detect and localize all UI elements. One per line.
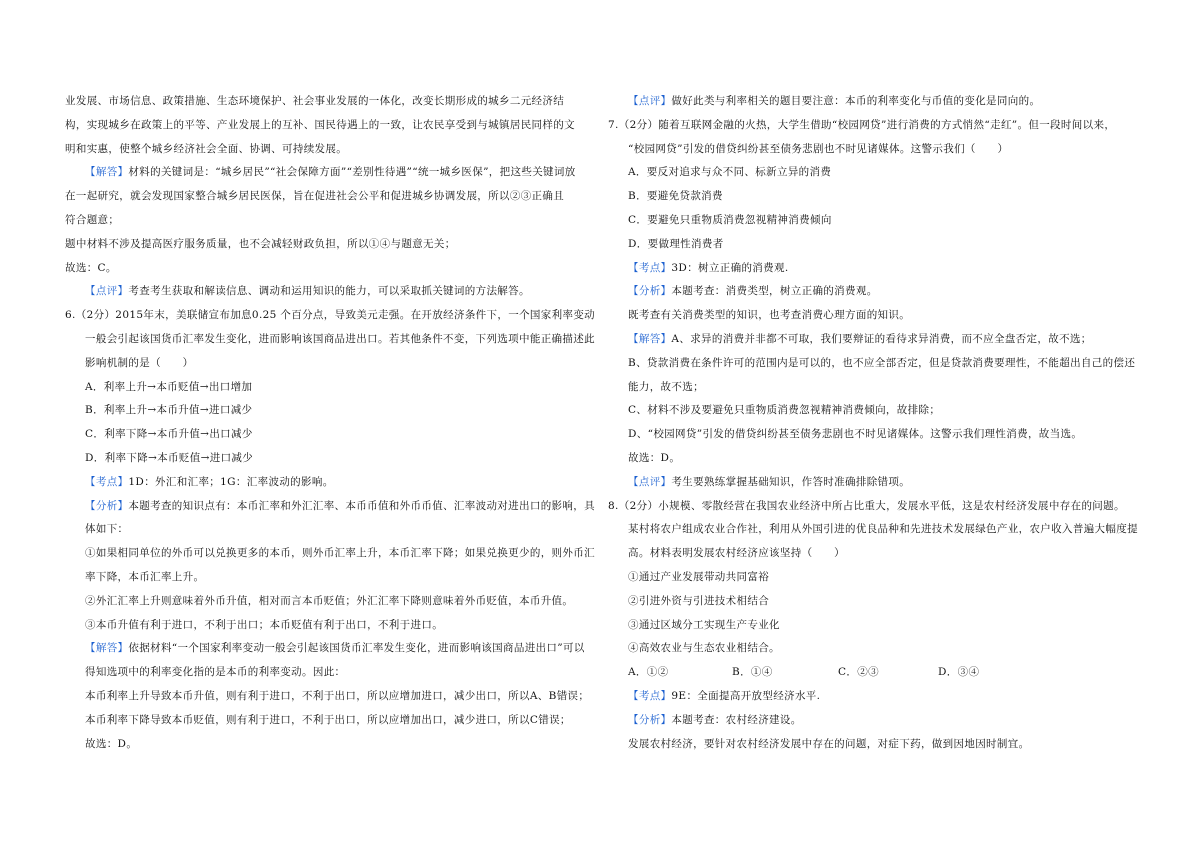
comment-text: 考生要熟练掌握基础知识，作答时准确排除错项。	[671, 475, 911, 488]
statement-4: ④高效农业与生态农业相结合。	[628, 642, 780, 655]
text-line: B、贷款消费在条件许可的范围内是可以的，也不应全部否定，但是贷款消费要理性，不能超出自己的偿还	[628, 356, 1136, 369]
text-line: 率下降，本币汇率上升。	[85, 570, 205, 583]
text-line: 构，实现城乡在政策上的平等、产业发展上的互补、国民待遇上的一致，让农民享受到与城镇居民同样的文	[65, 118, 575, 131]
text-line: D、“校园网贷”引发的借贷纠纷甚至债务悲剧也不时见诸媒体。这警示我们理性消费，故当选。	[628, 428, 1083, 441]
option-b: B．要避免贷款消费	[628, 190, 723, 203]
analysis-line	[608, 709, 1138, 733]
comment-tag: 【点评】	[628, 95, 672, 107]
text-line: 得知选项中的利率变化指的是本币的利率变动。因此：	[85, 666, 346, 679]
answer-text: A、求异的消费并非都不可取，我们要辩证的看待求异消费，而不应全盘否定，故不选；	[671, 332, 1092, 345]
text-line: 体如下：	[85, 523, 129, 536]
statement-3: ③通过区域分工实现生产专业化	[628, 618, 780, 631]
answer-line	[608, 328, 1138, 352]
q8-option-a: A．①②	[628, 666, 669, 679]
analysis-text: 本题考查的知识点有：本币汇率和外汇汇率、本币币值和外币币值、汇率波动对进出口的影响，具	[128, 499, 595, 512]
text-line: 故选：D。	[628, 451, 681, 464]
left-column	[65, 90, 595, 756]
q8-option-d: D．③④	[938, 666, 980, 679]
text-line: 影响机制的是（ ）	[85, 356, 194, 369]
answer-tag: 【解答】	[85, 166, 129, 179]
kaodian-tag: 【考点】	[628, 261, 672, 274]
analysis-text: 本题考查：农村经济建设。	[671, 713, 802, 726]
comment-text: 做好此类与利率相关的题目要注意：本币的利率变化与币值的变化是同向的。	[671, 95, 1041, 107]
text-line: 某村将农户组成农业合作社，利用从外国引进的优良品种和先进技术发展绿色产业，农户收入普遍大幅度提	[628, 523, 1138, 536]
text-line: 一般会引起该国货币汇率发生变化，进而影响该国商品进出口。若其他条件不变，下列选项中能正确描述此	[85, 332, 595, 345]
text-line: 本币利率上升导致本币升值，则有利于进口，不利于出口，所以应增加进口，减少出口，所以A、B错误；	[85, 689, 590, 702]
option-d: D．要做理性消费者	[628, 237, 724, 250]
text-line: 本币利率下降导致本币贬值，则有利于进口，不利于出口，所以应增加出口，减少进口，所以C错误；	[85, 713, 571, 726]
analysis-tag: 【分析】	[85, 499, 129, 512]
text-line: 业发展、市场信息、政策措施、生态环境保护、社会事业发展的一体化，改变长期形成的城乡二元经济结	[65, 95, 565, 107]
analysis-tag: 【分析】	[628, 713, 672, 726]
text-line: ①如果相同单位的外币可以兑换更多的本币，则外币汇率上升，本币汇率下降；如果兑换更少的，则外币汇	[85, 547, 595, 560]
text-line: ②外汇汇率上升则意味着外币升值，相对而言本币贬值；外汇汇率下降则意味着外币贬值，本币升值。	[85, 594, 574, 607]
option-c: C．要避免只重物质消费忽视精神消费倾向	[628, 213, 832, 226]
question-8-stem: 8.（2分）小规模、零散经营在我国农业经济中所占比重大，发展水平低，这是农村经济发展中存在的问题。	[608, 499, 1125, 512]
comment-line	[65, 280, 595, 304]
text-line: 高。材料表明发展农村经济应该坚持（ ）	[628, 547, 845, 560]
kaodian-text: 1D：外汇和汇率；1G：汇率波动的影响。	[128, 475, 334, 488]
text-line: 在一起研究，就会发现国家整合城乡居民医保，旨在促进社会公平和促进城乡协调发展，所以②③正确且	[65, 190, 565, 203]
text-line: C、材料不涉及要避免只重物质消费忽视精神消费倾向，故排除；	[628, 404, 941, 417]
answer-line	[65, 637, 595, 661]
statement-1: ①通过产业发展带动共同富裕	[628, 570, 770, 583]
option-a: A．要反对追求与众不同、标新立异的消费	[628, 166, 832, 179]
text-line: 故选：D。	[85, 737, 138, 750]
text-line: 既考查有关消费类型的知识，也考查消费心理方面的知识。	[628, 309, 911, 322]
question-7-stem: 7.（2分）随着互联网金融的火热，大学生借助“校园网贷”进行消费的方式悄然“走红”。但一段时间以来，	[608, 118, 1116, 131]
text-line: 符合题意；	[65, 213, 120, 226]
option-d: D．利率下降→本币贬值→进口减少	[85, 451, 254, 464]
q8-option-b: B．①④	[732, 666, 773, 679]
comment-tag: 【点评】	[85, 285, 129, 298]
option-b: B．利率上升→本币升值→进口减少	[85, 404, 253, 417]
answer-text: 依据材料“一个国家利率变动一般会引起该国货币汇率发生变化，进而影响该国商品进出口”可以	[128, 642, 585, 655]
answer-tag: 【解答】	[85, 642, 129, 655]
answer-line	[65, 161, 595, 185]
comment-text: 考查考生获取和解读信息、调动和运用知识的能力，可以采取抓关键词的方法解答。	[128, 285, 530, 298]
text-line: 题中材料不涉及提高医疗服务质量，也不会减轻财政负担，所以①④与题意无关；	[65, 237, 456, 250]
option-c: C．利率下降→本币升值→出口减少	[85, 428, 253, 441]
answer-text: 材料的关键词是：“城乡居民”“社会保障方面”“差别性待遇”“统一城乡医保”，把这些关键词放	[128, 166, 576, 179]
text-line: 明和实惠，使整个城乡经济社会全面、协调、可持续发展。	[65, 142, 348, 155]
question-6-stem: 6.（2分）2015年末，美联储宣布加息0.25 个百分点，导致美元走强。在开放经济条件下，一个国家利率变动	[65, 309, 595, 322]
comment-line	[608, 471, 1138, 495]
kaodian-text: 9E：全面提高开放型经济水平.	[671, 689, 821, 702]
text-line: 能力，故不选；	[628, 380, 704, 393]
statement-2: ②引进外资与引进技术相结合	[628, 594, 770, 607]
option-a: A．利率上升→本币贬值→出口增加	[85, 380, 253, 393]
right-column	[608, 90, 1138, 756]
analysis-tag: 【分析】	[628, 285, 672, 298]
q8-options	[608, 661, 1138, 685]
kaodian-line	[608, 257, 1138, 281]
text-line: 发展农村经济，要针对农村经济发展中存在的问题，对症下药，做到因地因时制宜。	[628, 737, 1030, 750]
analysis-line	[608, 280, 1138, 304]
text-line: ③本币升值有利于进口，不利于出口；本币贬值有利于出口，不利于进口。	[85, 618, 444, 631]
kaodian-text: 3D：树立正确的消费观.	[671, 261, 789, 274]
analysis-line	[65, 495, 595, 519]
analysis-text: 本题考查：消费类型，树立正确的消费观。	[671, 285, 878, 298]
answer-tag: 【解答】	[628, 332, 672, 345]
kaodian-line	[608, 685, 1138, 709]
kaodian-tag: 【考点】	[85, 475, 129, 488]
kaodian-line	[65, 471, 595, 495]
comment-tag: 【点评】	[628, 475, 672, 488]
comment-line	[608, 90, 1138, 114]
q8-option-c: C．②③	[838, 666, 879, 679]
kaodian-tag: 【考点】	[628, 689, 672, 702]
text-line: 故选：C。	[65, 261, 117, 274]
text-line: “校园网贷”引发的借贷纠纷甚至债务悲剧也不时见诸媒体。这警示我们（ ）	[628, 142, 1009, 155]
